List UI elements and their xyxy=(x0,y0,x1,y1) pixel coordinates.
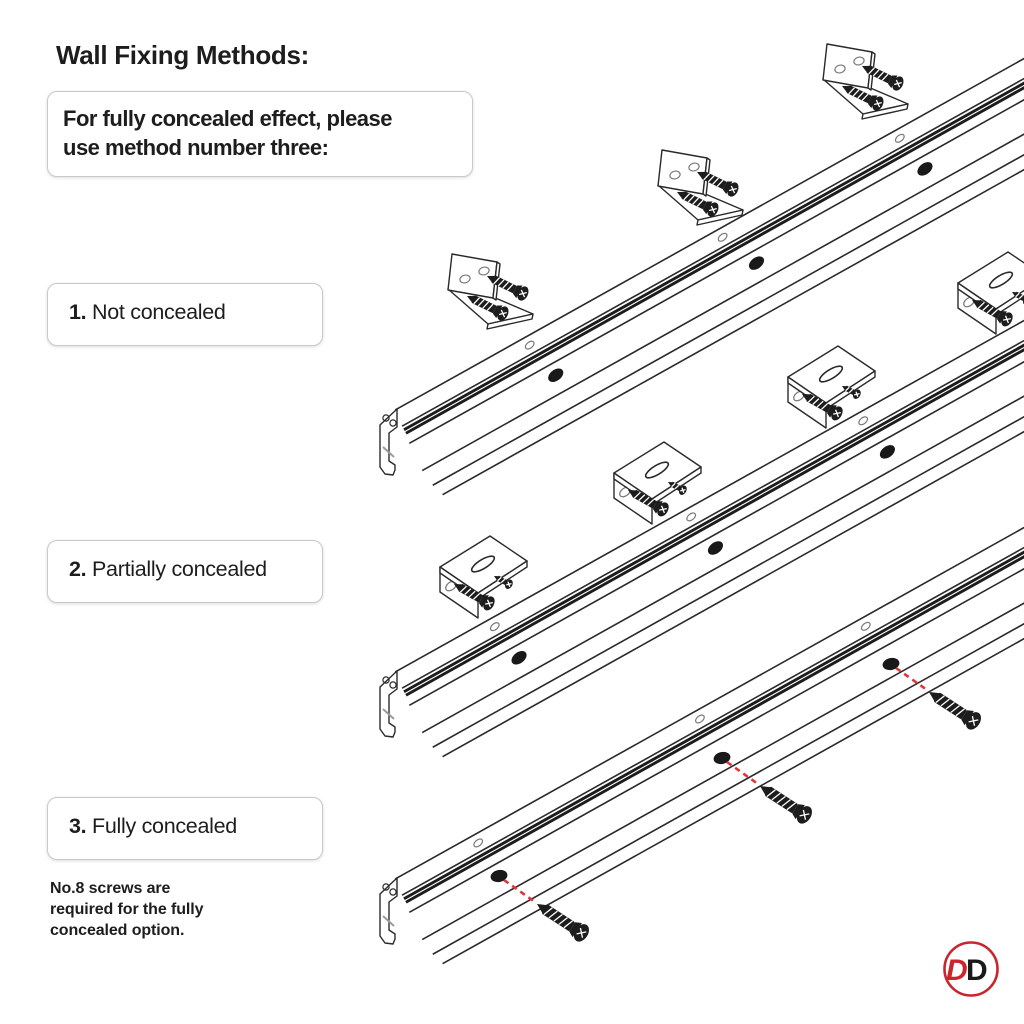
rail2-face-hole xyxy=(705,538,725,557)
l-bracket-icon xyxy=(448,254,533,329)
step-bracket-icon xyxy=(614,442,701,524)
rail1-top-hole xyxy=(894,133,906,144)
method-2-label-box xyxy=(47,540,323,603)
method-1-label: Not concealed xyxy=(86,300,226,324)
rail2-end-profile xyxy=(380,671,397,737)
method-3-label: Fully concealed xyxy=(86,814,237,838)
footnote-line-2: required for the fully xyxy=(50,901,204,918)
rail1-face-hole xyxy=(546,366,566,385)
rail1-top-hole xyxy=(524,340,536,351)
l-bracket-icon xyxy=(823,44,908,119)
footnote-line-3: concealed option. xyxy=(50,922,185,939)
step-bracket-icon xyxy=(788,346,875,428)
page-title: Wall Fixing Methods: xyxy=(56,40,310,70)
concealed-screw-icon xyxy=(489,868,592,944)
rail1-face-hole xyxy=(746,254,766,273)
rail3-top-hole xyxy=(694,714,706,725)
l-bracket-icon xyxy=(658,150,743,225)
rail2-top-hole xyxy=(489,621,501,632)
rail2-top-hole xyxy=(685,511,697,522)
dd-logo xyxy=(945,943,998,996)
footnote-line-1: No.8 screws are xyxy=(50,880,171,897)
method-2-number: 2. xyxy=(69,557,87,581)
logo-letter-d2: D xyxy=(966,954,988,987)
rail1-top-hole xyxy=(717,232,729,243)
method-3-number: 3. xyxy=(69,814,87,838)
intro-note-box xyxy=(47,91,473,177)
rail3-top-hole xyxy=(472,837,484,848)
rail3-top-hole xyxy=(860,621,872,632)
rail1-end-profile xyxy=(380,409,397,475)
concealed-screw-icon xyxy=(712,750,815,826)
method-1-number: 1. xyxy=(69,300,87,324)
intro-line-1: For fully concealed effect, please xyxy=(63,106,393,131)
logo-letter-d1: D xyxy=(946,954,968,987)
rail-method-1 xyxy=(380,44,1024,498)
rail1-face-hole xyxy=(915,159,935,178)
screw-footnote xyxy=(50,878,203,941)
step-bracket-icon xyxy=(958,252,1024,334)
rail3-end-profile xyxy=(380,878,397,944)
method-1-label-box xyxy=(47,283,323,346)
rail2-face-hole xyxy=(509,648,529,667)
rail-method-2 xyxy=(380,252,1024,760)
method-3-label-box xyxy=(47,797,323,860)
method-2-label: Partially concealed xyxy=(86,557,267,581)
rail2-top-hole xyxy=(857,415,869,426)
rail2-face-hole xyxy=(877,442,897,461)
intro-line-2: use method number three: xyxy=(63,135,329,160)
